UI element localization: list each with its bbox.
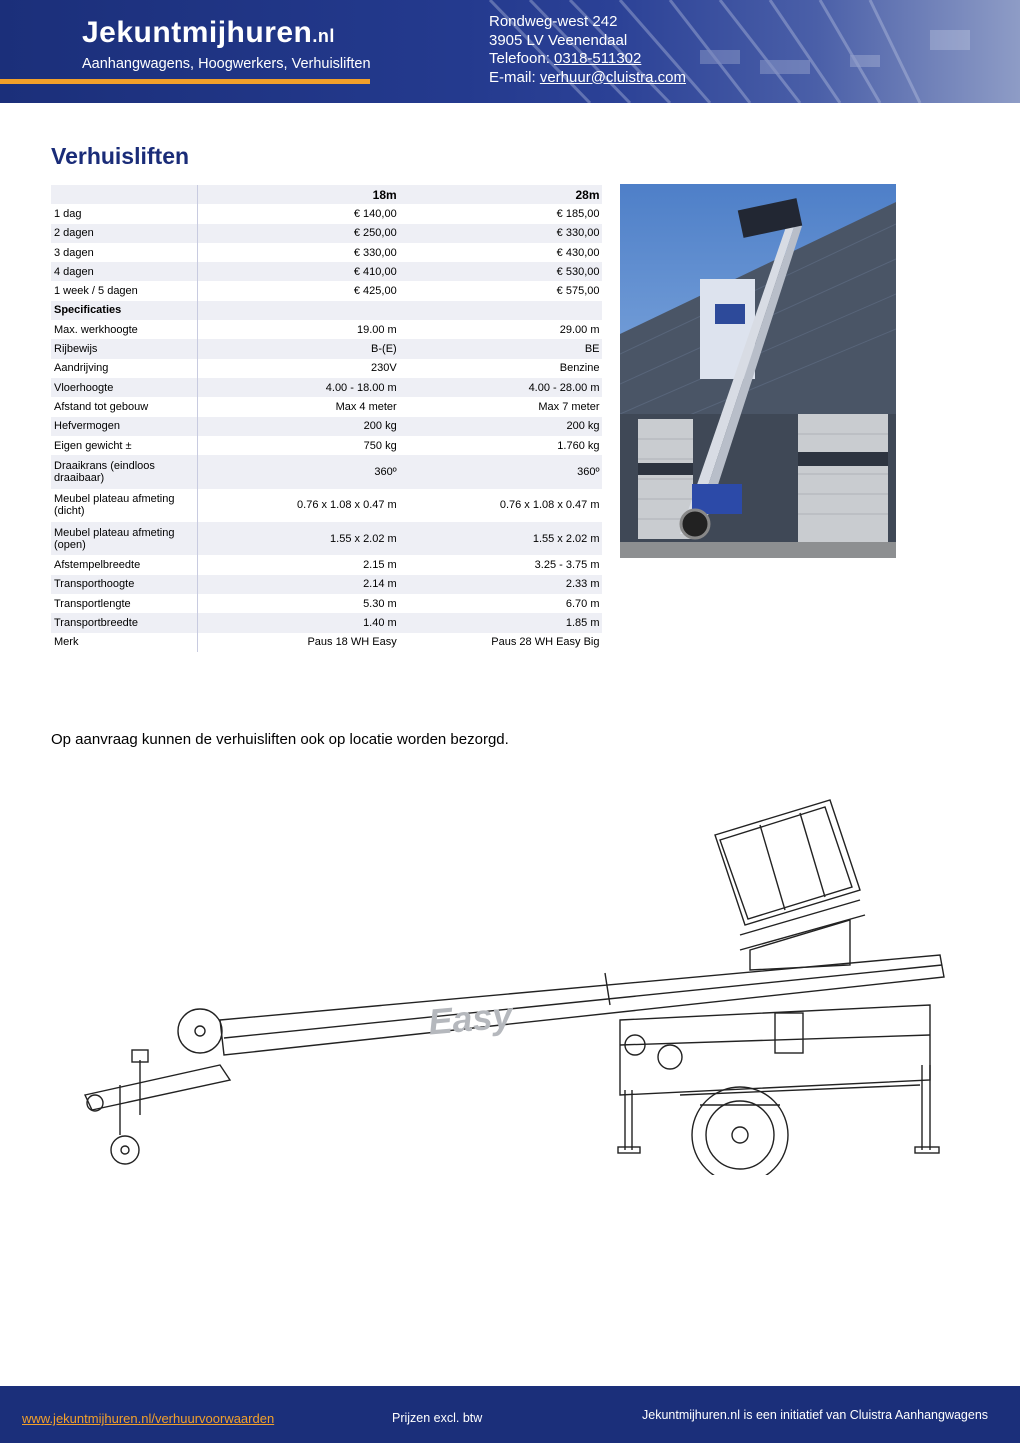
brand-accent-bar — [0, 79, 370, 84]
cell-28m: 1.55 x 2.02 m — [532, 532, 600, 545]
cell-28m: € 185,00 — [556, 207, 600, 220]
address-line-2: 3905 LV Veenendaal — [489, 31, 628, 49]
cell-28m: 1.85 m — [565, 616, 600, 629]
table-row — [51, 555, 602, 574]
cell-18m — [198, 301, 399, 320]
cell-18m: 1.40 m — [363, 616, 397, 629]
cell-28m: 0.76 x 1.08 x 0.47 m — [499, 499, 600, 512]
cell-28m: Benzine — [559, 362, 600, 375]
table-row — [51, 262, 602, 281]
cell-18m: € 330,00 — [353, 246, 397, 259]
email-link[interactable]: verhuur@cluistra.com — [539, 68, 686, 86]
footer-prices-note: Prijzen excl. btw — [392, 1411, 483, 1425]
row-label: Meubel plateau afmeting (dicht) — [51, 489, 198, 522]
cell-28m: € 575,00 — [556, 285, 600, 298]
cell-18m: Paus 18 WH Easy — [307, 636, 397, 649]
row-label: Transportlengte — [51, 594, 198, 613]
cell-18m: 5.30 m — [363, 597, 397, 610]
brand-logo[interactable] — [82, 16, 371, 73]
lift-photo — [620, 184, 896, 558]
row-label: Merk — [51, 633, 198, 652]
cell-28m: 6.70 m — [565, 597, 600, 610]
row-label: Afstand tot gebouw — [51, 397, 198, 416]
table-row — [51, 594, 602, 613]
cell-18m: € 140,00 — [353, 207, 397, 220]
cell-28m: 4.00 - 28.00 m — [528, 381, 600, 394]
footer-initiative: Jekuntmijhuren.nl is een initiatief van Cluistra Aanhangwagens — [642, 1408, 989, 1422]
row-label: Hefvermogen — [51, 417, 198, 436]
brand-name: Jekuntmijhuren.nl — [82, 16, 335, 49]
cell-28m: € 530,00 — [556, 265, 600, 278]
row-label: Eigen gewicht ± — [51, 436, 198, 455]
email-line: E-mail: verhuur@cluistra.com — [489, 68, 686, 86]
cell-18m: B-(E) — [371, 343, 397, 356]
table-header-row — [51, 185, 602, 204]
cell-18m: 360º — [374, 465, 397, 478]
cell-28m: Paus 28 WH Easy Big — [491, 636, 600, 649]
table-row — [51, 204, 602, 223]
cell-18m: 2.14 m — [363, 578, 397, 591]
phone-line: Telefoon: 0318-511302 — [489, 50, 642, 67]
table-header-blank — [51, 185, 198, 204]
cell-28m: 3.25 - 3.75 m — [534, 558, 600, 571]
page-title: Verhuisliften — [51, 143, 190, 169]
cell-28m: 360º — [577, 465, 600, 478]
cell-18m: 200 kg — [363, 420, 397, 433]
section-label: Specificaties — [51, 301, 198, 320]
table-row — [51, 522, 602, 555]
contact-block — [489, 13, 686, 87]
table-row — [51, 224, 602, 243]
cell-28m — [399, 301, 602, 320]
drawing-label-easy: Easy — [426, 994, 514, 1043]
section-row-specificaties — [51, 301, 602, 320]
table-row — [51, 417, 602, 436]
table-row — [51, 243, 602, 262]
table-row — [51, 320, 602, 339]
cell-28m: 2.33 m — [565, 578, 600, 591]
cell-18m: € 410,00 — [353, 265, 397, 278]
cell-28m: 1.760 kg — [557, 439, 600, 452]
row-label: Rijbewijs — [51, 339, 198, 358]
delivery-note: Op aanvraag kunnen de verhuisliften ook op locatie worden bezorgd. — [51, 731, 509, 748]
phone-link[interactable]: 0318-511302 — [554, 50, 642, 67]
cell-28m: Max 7 meter — [538, 400, 600, 413]
cell-28m: BE — [584, 343, 600, 356]
row-label: Draaikrans (eindloos draaibaar) — [51, 455, 198, 488]
cell-18m: € 425,00 — [353, 285, 397, 298]
row-label: Aandrijving — [51, 359, 198, 378]
footer-terms-link[interactable]: www.jekuntmijhuren.nl/verhuurvoorwaarden — [22, 1411, 275, 1426]
header-banner — [0, 0, 1020, 103]
table-row — [51, 489, 602, 522]
column-header-28m: 28m — [575, 187, 600, 202]
cell-18m: Max 4 meter — [335, 400, 397, 413]
row-label: Afstempelbreedte — [51, 555, 198, 574]
table-row — [51, 281, 602, 300]
address-line-1: Rondweg-west 242 — [489, 13, 618, 30]
table-row — [51, 633, 602, 652]
price-spec-table — [51, 185, 602, 652]
cell-18m: 19.00 m — [356, 323, 397, 336]
row-label: 4 dagen — [51, 262, 198, 281]
row-label: Vloerhoogte — [51, 378, 198, 397]
table-row — [51, 397, 602, 416]
lift-technical-drawing — [60, 795, 960, 1175]
table-row — [51, 339, 602, 358]
table-row — [51, 359, 602, 378]
cell-28m: € 430,00 — [556, 246, 600, 259]
cell-18m: 0.76 x 1.08 x 0.47 m — [297, 499, 397, 512]
cell-18m: 1.55 x 2.02 m — [330, 532, 397, 545]
row-label: 3 dagen — [51, 243, 198, 262]
table-row — [51, 613, 602, 632]
table-row — [51, 455, 602, 488]
cell-28m: 29.00 m — [559, 323, 600, 336]
table-row — [51, 575, 602, 594]
table-row — [51, 436, 602, 455]
cell-18m: 2.15 m — [363, 558, 397, 571]
row-label: Transporthoogte — [51, 575, 198, 594]
cell-28m: € 330,00 — [556, 227, 600, 240]
row-label: Transportbreedte — [51, 613, 198, 632]
cell-18m: 4.00 - 18.00 m — [325, 381, 397, 394]
cell-18m: € 250,00 — [353, 227, 397, 240]
table-row — [51, 378, 602, 397]
cell-18m: 230V — [371, 362, 397, 375]
row-label: 1 week / 5 dagen — [51, 281, 198, 300]
row-label: Meubel plateau afmeting (open) — [51, 522, 198, 555]
cell-28m: 200 kg — [566, 420, 600, 433]
row-label: 1 dag — [51, 204, 198, 223]
row-label: 2 dagen — [51, 224, 198, 243]
brand-tagline: Aanhangwagens, Hoogwerkers, Verhuisliften — [82, 56, 371, 72]
row-label: Max. werkhoogte — [51, 320, 198, 339]
cell-18m: 750 kg — [363, 439, 397, 452]
column-header-18m: 18m — [372, 187, 397, 202]
